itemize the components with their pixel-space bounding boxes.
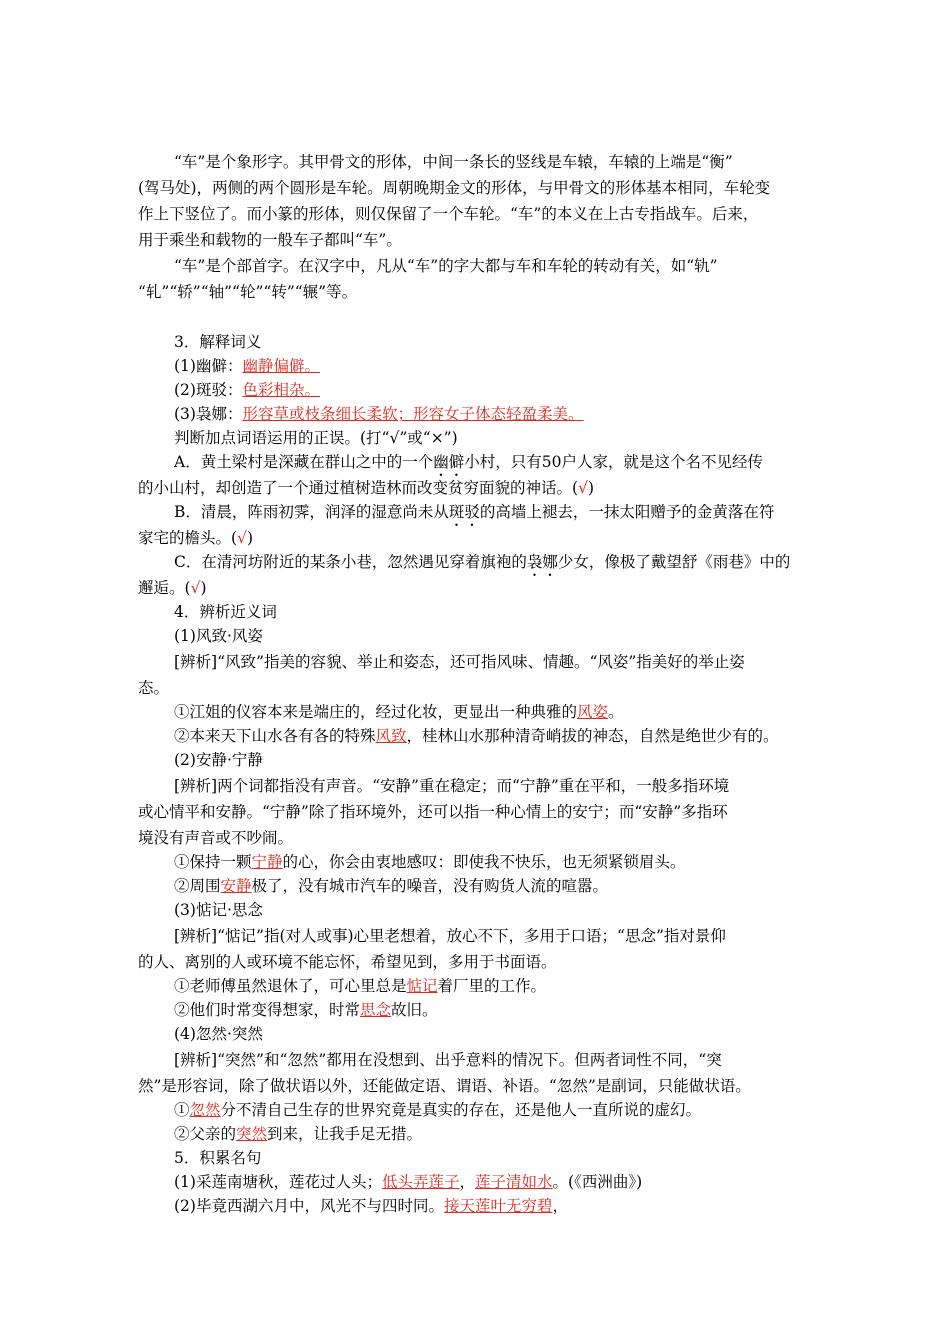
sentence-text: 的高墙上褪去，一抹太阳赠予的金黄落在符 <box>479 503 775 521</box>
dotted-word: 袅娜 <box>526 553 558 571</box>
definition-answer: 幽静偏僻。 <box>242 357 320 375</box>
sentence-text: 分不清自己生存的世界究竟是真实的存在，还是他人一直所说的虚幻。 <box>220 1101 702 1119</box>
example-sentence <box>174 726 824 746</box>
sentence-text: ②父亲的 <box>174 1125 237 1143</box>
quote-line <box>174 1172 824 1192</box>
definition-item <box>174 380 824 400</box>
sentence-text: 小村，只有50户人家，就是这个名不见经传 <box>464 453 763 471</box>
intro-line: “车”是个部首字。在汉字中，凡从“车”的字大都与车和车轮的转动有关，如“轨” <box>174 257 718 275</box>
fill-answer: 接天莲叶无穷碧 <box>443 1197 553 1215</box>
analysis-line: 然”是形容词，除了做状语以外，还能做定语、谓语、补语。“忽然”是副词，只能做状语。 <box>138 1077 751 1095</box>
sentence-text: B．清晨，阵雨初霁，润泽的湿意尚未从 <box>174 503 449 521</box>
analysis-line: [辨析]两个词都指没有声音。“安静”重在稳定；而“宁静”重在平和，一般多指环境 <box>174 777 730 795</box>
fill-answer: 低头弄莲子 <box>381 1173 460 1191</box>
sentence-text: ①江姐的仪容本来是端庄的，经过化妆，更显出一种典雅的 <box>174 703 578 721</box>
word-pair-title: (4)忽然·突然 <box>174 1025 263 1043</box>
example-sentence <box>174 1100 824 1120</box>
sentence-text: ， <box>552 1197 568 1215</box>
sentence-text: ②本来天下山水各有各的特殊 <box>174 727 376 745</box>
definition-item <box>174 404 824 424</box>
check-mark: √ <box>578 479 588 497</box>
section-heading: 4．辨析近义词 <box>174 603 277 621</box>
sentence-text: ，桂林山水那种清奇峭拔的神态，自然是绝世少有的。 <box>406 727 779 745</box>
sentence-text: 极了，没有城市汽车的噪音，没有购货人流的喧嚣。 <box>251 877 609 895</box>
sentence-text: ①保持一颗 <box>174 853 252 871</box>
dotted-word: 斑驳 <box>448 503 480 521</box>
sentence-text: ， <box>459 1173 475 1191</box>
fill-answer: 思念 <box>360 1001 392 1019</box>
example-sentence <box>174 1000 824 1020</box>
sentence-text: ②周围 <box>174 877 221 895</box>
sentence-text: 。(《西洲曲》) <box>552 1173 643 1191</box>
analysis-line: [辨析]“风致”指美的容貌、举止和姿态，还可指风味、情趣。“风姿”指美好的举止姿 <box>174 653 745 671</box>
fill-answer: 莲子清如水 <box>475 1173 553 1191</box>
quote-line <box>174 1196 824 1216</box>
intro-line: 用于乘坐和载物的一般车子都叫“车”。 <box>138 231 402 249</box>
judge-item-a-cont <box>138 478 818 498</box>
analysis-line: 或心情平和安静。“宁静”除了指环境外，还可以指一种心情上的安宁；而“安静”多指环 <box>138 803 728 821</box>
definition-term: (3)袅娜： <box>174 405 243 423</box>
sentence-text: ) <box>246 529 254 547</box>
word-pair-title: (1)风致·风姿 <box>174 627 263 645</box>
analysis-line: [辨析]“突然”和“忽然”都用在没想到、出乎意料的情况下。但两者词性不同，“突 <box>174 1051 722 1069</box>
sentence-text: C．在清河坊附近的某条小巷，忽然遇见穿着旗袍的 <box>174 553 527 571</box>
example-sentence <box>174 876 824 896</box>
sentence-text: 故旧。 <box>391 1001 438 1019</box>
sentence-text: (1)采莲南塘秋，莲花过人头； <box>174 1173 382 1191</box>
analysis-line: 境没有声音或不吵闹。 <box>138 829 294 847</box>
fill-answer: 宁静 <box>251 853 283 871</box>
sentence-text: A．黄土梁村是深藏在群山之中的一个 <box>174 453 434 471</box>
sentence-text: 的心，你会由衷地感叹：即使我不快乐，也无须紧锁眉头。 <box>282 853 686 871</box>
analysis-line: [辨析]“惦记”指(对人或事)心里老想着，放心不下，多用于口语；“思念”指对景仰 <box>174 927 726 945</box>
intro-line: “轧”“轿”“轴”“轮”“转”“辗”等。 <box>138 283 358 301</box>
definition-item <box>174 356 824 376</box>
sentence-text: 家宅的檐头。( <box>138 529 238 547</box>
sentence-text: (2)毕竟西湖六月中，风光不与四时同。 <box>174 1197 444 1215</box>
sentence-text: 邂逅。( <box>138 579 191 597</box>
definition-answer: 形容草或枝条细长柔软；形容女子体态轻盈柔美。 <box>242 405 584 423</box>
sentence-text: ①老师傅虽然退休了，可心里总是 <box>174 977 407 995</box>
section-heading: 3．解释词义 <box>174 333 262 351</box>
sentence-text: 到来，让我手足无措。 <box>267 1125 423 1143</box>
dotted-word: 幽僻 <box>433 453 465 471</box>
example-sentence <box>174 852 824 872</box>
judge-instruction: 判断加点词语运用的正误。(打“√”或“×”) <box>174 429 458 447</box>
section-heading: 5．积累名句 <box>174 1149 262 1167</box>
intro-line: “车”是个象形字。其甲骨文的形体，中间一条长的竖线是车辕，车辕的上端是“衡” <box>174 153 733 171</box>
sentence-text: ②他们时常变得想家，时常 <box>174 1001 361 1019</box>
word-pair-title: (2)安静·宁静 <box>174 751 263 769</box>
sentence-text: 着厂里的工作。 <box>437 977 547 995</box>
definition-term: (2)斑驳： <box>174 381 243 399</box>
word-pair-title: (3)惦记·思念 <box>174 901 263 919</box>
judge-item-c-cont <box>138 578 818 598</box>
example-sentence <box>174 1124 824 1144</box>
example-sentence <box>174 976 824 996</box>
sentence-text: ) <box>200 579 207 597</box>
fill-answer: 风致 <box>375 727 407 745</box>
definition-answer: 色彩相杂。 <box>242 381 320 399</box>
fill-answer: 安静 <box>220 877 252 895</box>
example-sentence <box>174 702 824 722</box>
intro-line: (驾马处)，两侧的两个圆形是车轮。周朝晚期金文的形体，与甲骨文的形体基本相同，车轮变 <box>138 179 771 197</box>
fill-answer: 风姿 <box>577 703 609 721</box>
check-mark: √ <box>190 579 201 597</box>
analysis-line: 态。 <box>138 679 170 697</box>
judge-item-b-cont <box>138 528 818 548</box>
judge-item-b <box>174 502 824 522</box>
intro-line: 作上下竖位了。而小篆的形体，则仅保留了一个车轮。“车”的本义在上古专指战车。后来， <box>138 205 759 223</box>
sentence-text: 少女，像极了戴望舒《雨巷》中的 <box>557 553 791 571</box>
judge-item-c <box>174 552 824 572</box>
check-mark: √ <box>237 529 247 547</box>
fill-answer: 突然 <box>236 1125 268 1143</box>
fill-answer: 忽然 <box>189 1101 221 1119</box>
analysis-line: 的人、离别的人或环境不能忘怀，希望见到，多用于书面语。 <box>138 953 557 971</box>
sentence-text: ) <box>587 479 595 497</box>
sentence-text: ① <box>174 1101 190 1119</box>
judge-item-a <box>174 452 824 472</box>
fill-answer: 惦记 <box>406 977 438 995</box>
sentence-text: 。 <box>608 703 624 721</box>
sentence-text: 的小山村，却创造了一个通过植树造林而改变贫穷面貌的神话。( <box>138 479 579 497</box>
definition-term: (1)幽僻： <box>174 357 243 375</box>
